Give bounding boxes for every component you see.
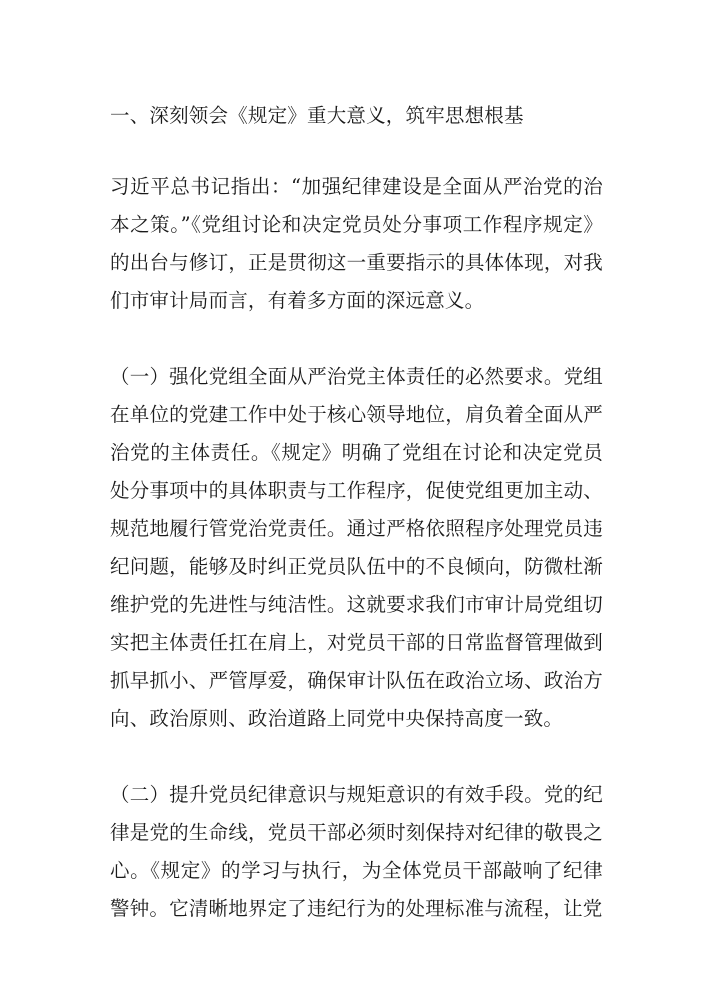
paragraph-point-one: （一）强化党组全面从严治党主体责任的必然要求。党组在单位的党建工作中处于核心领导地位，肩负着全面从严治党的主体责任。《规定》明确了党组在讨论和决定党员处分事项中的具体职责与工作程序，促使党组更加主动、规范地履行管党治党责任。通过严格依照程序处理党员违纪问题，能够及时纠正党员队伍中的不良倾向，防微杜渐维护党的先进性与纯洁性。这就要求我们市审计局党组切实把主体责任扛在肩上，对党员干部的日常监督管理做到抓早抓小、严管厚爱，确保审计队伍在政治立场、政治方向、政治原则、政治道路上同党中央保持高度一致。: [110, 365, 603, 730]
paragraph-point-two: （二）提升党员纪律意识与规矩意识的有效手段。党的纪律是党的生命线，党员干部必须时刻保持对纪律的敬畏之心。《规定》的学习与执行，为全体党员干部敲响了纪律警钟。它清晰地界定了违纪行为的处理标准与流程，让党: [110, 783, 603, 920]
paragraph-intro: 习近平总书记指出：“加强纪律建设是全面从严治党的治本之策。”《党组讨论和决定党员处分事项工作程序规定》的出台与修订，正是贯彻这一重要指示的具体体现，对我们市审计局而言，有着多方面的深远意义。: [110, 175, 603, 312]
section-heading: 一、深刻领会《规定》重大意义，筑牢思想根基: [110, 104, 524, 127]
